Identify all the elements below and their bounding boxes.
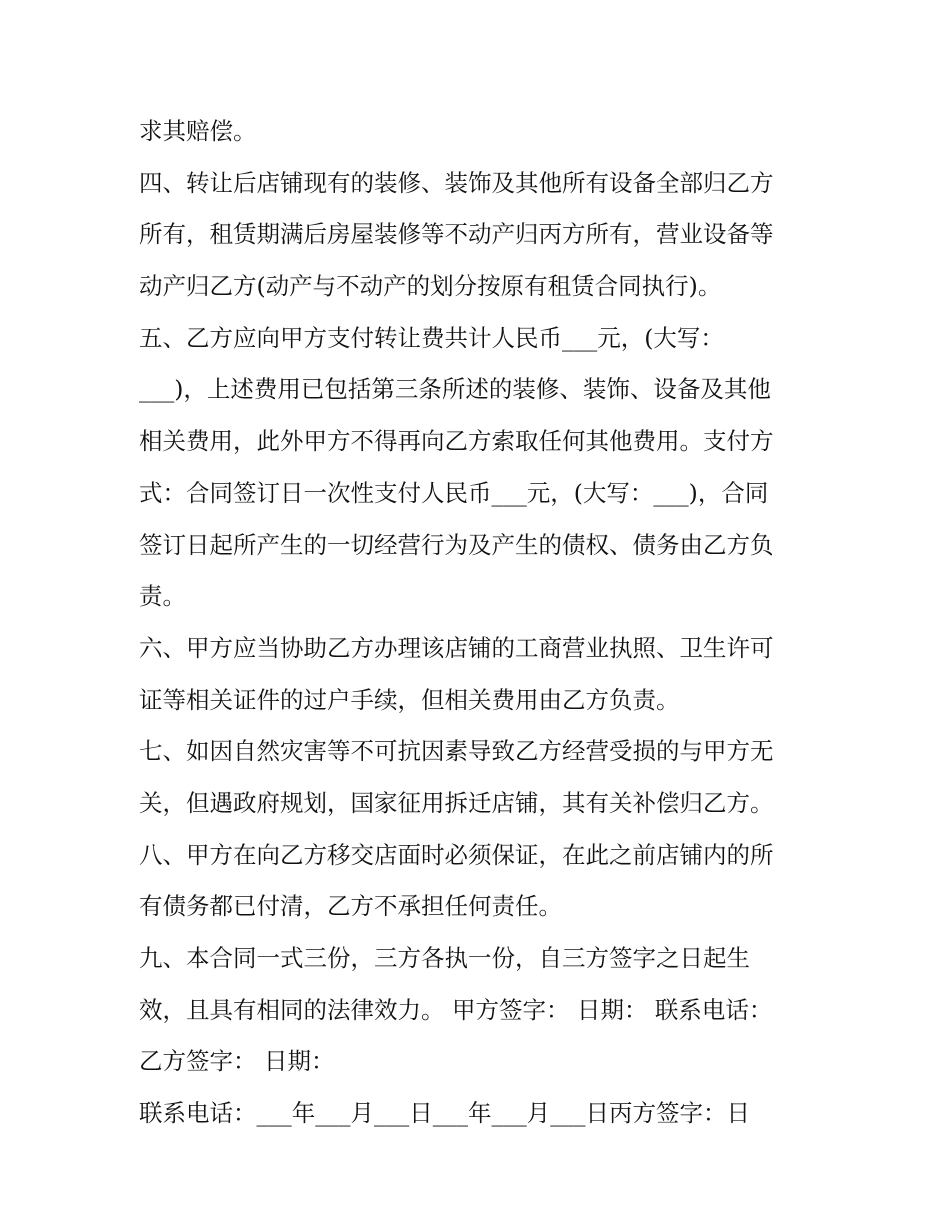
text-line: 签订日起所产生的一切经营行为及产生的债权、债务由乙方负 [139, 530, 774, 559]
text-line: 效，且具有相同的法律效力。 甲方签字： 日期： 联系电话： [139, 995, 773, 1024]
text-line: 责。 [139, 582, 186, 611]
text-line: 式：合同签订日一次性支付人民币___元，(大写：___)，合同 [139, 478, 769, 507]
text-line: 八、甲方在向乙方移交店面时必须保证，在此之前店铺内的所 [139, 840, 774, 869]
text-line: 有债务都已付清，乙方不承担任何责任。 [139, 892, 562, 921]
contract-text [139, 106, 814, 1140]
text-line: 动产归乙方(动产与不动产的划分按原有租赁合同执行)。 [139, 272, 722, 301]
text-line: 所有，租赁期满后房屋装修等不动产归丙方所有，营业设备等 [139, 220, 774, 249]
text-line: 六、甲方应当协助乙方办理该店铺的工商营业执照、卫生许可 [139, 633, 774, 662]
text-line: 九、本合同一式三份，三方各执一份，自三方签字之日起生 [139, 944, 750, 972]
text-line: 关，但遇政府规划，国家征用拆迁店铺，其有关补偿归乙方。 [139, 788, 774, 817]
text-line: 七、如因自然灾害等不可抗因素导致乙方经营受损的与甲方无 [139, 737, 774, 766]
text-line: 乙方签字： 日期： [139, 1047, 335, 1076]
text-line: ___)，上述费用已包括第三条所述的装修、装饰、设备及其他 [139, 375, 771, 404]
text-line: 相关费用，此外甲方不得再向乙方索取任何其他费用。支付方 [139, 427, 774, 456]
text-line: 四、转让后店铺现有的装修、装饰及其他所有设备全部归乙方 [139, 168, 774, 197]
text-line: 五、乙方应向甲方支付转让费共计人民币___元，(大写： [139, 323, 724, 352]
text-line: 证等相关证件的过户手续，但相关费用由乙方负责。 [139, 685, 680, 714]
text-line: 联系电话：___年___月___日___年___月___日丙方签字：日 [139, 1099, 750, 1128]
text-line: 求其赔偿。 [139, 117, 257, 145]
